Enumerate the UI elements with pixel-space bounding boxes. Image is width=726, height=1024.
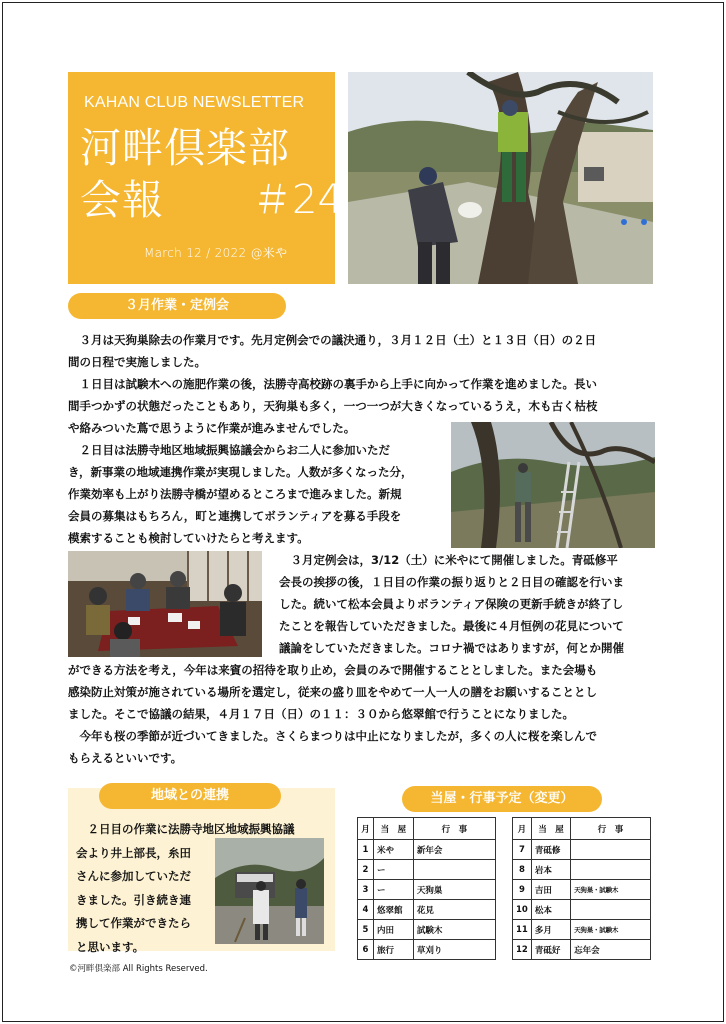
table-row [513, 880, 651, 900]
table-header-row [513, 818, 651, 840]
month-cell: 2 [358, 860, 374, 880]
ladder-tree-photo [451, 422, 655, 548]
newsletter-subtitle: KAHAN CLUB NEWSLETTER [84, 94, 305, 111]
newsletter-title-line2: 会報 [80, 176, 164, 224]
tree-work-photo [348, 72, 653, 284]
month-cell: 12 [513, 940, 532, 960]
host-cell: 多月 [531, 920, 570, 940]
event-cell: 忘年会 [571, 940, 651, 960]
local-line: ２日目の作業に法勝寺地区地域振興協議 [76, 822, 295, 836]
schedule-table-right [512, 817, 651, 960]
article-line: き，新事業の地域連携作業が実現しました。人数が多くなった分， [68, 465, 413, 479]
table-row [513, 940, 651, 960]
host-cell: 青砥好 [531, 940, 570, 960]
table-row [358, 860, 496, 880]
column-header-host: 当 屋 [373, 818, 413, 840]
month-cell: 8 [513, 860, 532, 880]
host-cell: 旅行 [373, 940, 413, 960]
event-cell: 天狗巣 [413, 880, 495, 900]
local-line: 携して作業ができたら [76, 916, 191, 930]
main-article-text-right [279, 549, 624, 659]
host-cell: 悠翠館 [373, 900, 413, 920]
month-cell: 6 [358, 940, 374, 960]
article-line: 間手つかずの状態だったこともあり，天狗巣も多く，一つ一つが大きくなっているうえ，木も古く枯枝 [68, 399, 598, 413]
event-cell: 天狗巣・試験木 [571, 880, 651, 900]
newsletter-title-line1: 河畔倶楽部 [80, 124, 290, 172]
table-row [358, 920, 496, 940]
issue-date: March 12 / 2022 @米や [144, 246, 288, 260]
month-cell: 7 [513, 840, 532, 860]
article-line: 今年も桜の季節が近づいてきました。さくらまつりは中止になりましたが，多くの人に桜を楽しんで [68, 729, 597, 743]
column-header-month: 月 [358, 818, 374, 840]
event-cell [571, 860, 651, 880]
event-cell [571, 840, 651, 860]
month-cell: 5 [358, 920, 374, 940]
article-line: 作業効率も上がり法勝寺橋が望めるところまで進みました。新規 [68, 487, 402, 501]
meeting-photo [68, 551, 262, 657]
event-cell [571, 900, 651, 920]
article-line: した。続いて松本会員よりボランティア保険の更新手続きが終了し [279, 597, 624, 611]
event-cell: 試験木 [413, 920, 495, 940]
masthead [68, 72, 343, 284]
roadside-work-photo [215, 838, 324, 944]
host-cell: 内田 [373, 920, 413, 940]
article-line: ました。そこで協議の結果，４月１７日（日）の１１：３０から悠翠館で行うことになりました。 [68, 707, 574, 721]
issue-number: ＃24 [252, 177, 343, 223]
month-cell: 3 [358, 880, 374, 900]
schedule-table-left [357, 817, 496, 960]
table-row [358, 940, 496, 960]
article-line: ができる方法を考え，今年は来賓の招待を取り止め，会員のみで開催することとしました。また会場も [68, 663, 598, 677]
event-cell: 新年会 [413, 840, 495, 860]
table-row [513, 840, 651, 860]
host-cell: ー [373, 880, 413, 900]
local-line: と思います。 [76, 939, 145, 954]
local-line: きました。引き続き連 [76, 892, 191, 907]
main-article-text-bottom [68, 659, 597, 769]
article-line: １日目は試験木への施肥作業の後，法勝寺高校跡の裏手から上手に向かって作業を進めました。長い [68, 377, 597, 391]
article-line: たことを報告していただきました。最後に４月恒例の花見について [279, 619, 624, 633]
article-line: ３月は天狗巣除去の作業月です。先月定例会での議決通り，３月１２日（土）と１３日（日）の２日 [68, 333, 597, 347]
month-cell: 1 [358, 840, 374, 860]
column-header-event: 行 事 [413, 818, 495, 840]
local-line: さんに参加していただ [76, 869, 191, 883]
month-cell: 4 [358, 900, 374, 920]
host-cell: 松本 [531, 900, 570, 920]
article-line: や絡みついた蔦で思うように作業が進みませんでした。 [68, 421, 356, 435]
article-line: 間の日程で実施しました。 [68, 355, 206, 369]
table-header-row [358, 818, 496, 840]
month-cell: 10 [513, 900, 532, 920]
host-cell: 吉田 [531, 880, 570, 900]
host-cell: 青砥修 [531, 840, 570, 860]
month-cell: 9 [513, 880, 532, 900]
section-heading-main: ３月作業・定例会 [68, 293, 286, 319]
article-line: 議論をしていただきました。コロナ禍ではありますが，何とか開催 [279, 641, 624, 655]
table-row [513, 860, 651, 880]
event-cell: 天狗巣・試験木 [571, 920, 651, 940]
column-header-event: 行 事 [571, 818, 651, 840]
local-line: 会より井上部長，糸田 [76, 845, 191, 860]
table-row [513, 900, 651, 920]
table-row [513, 920, 651, 940]
month-cell: 11 [513, 920, 532, 940]
column-header-month: 月 [513, 818, 532, 840]
article-line: ２日目は法勝寺地区地域振興協議会からお二人に参加いただ [68, 443, 390, 457]
article-line: ３月定例会は，3/12（土）に米やにて開催しました。青砥修平 [279, 553, 618, 567]
article-line: 模索することも検討していけたらと考えます。 [68, 531, 309, 545]
copyright-notice: ©河畔倶楽部 All Rights Reserved. [69, 964, 208, 974]
article-line: 感染防止対策が施されている場所を選定し，従来の盛り皿をやめて一人一人の膳をお願いすることとし [68, 685, 597, 699]
article-line: もらえるといいです。 [68, 751, 183, 765]
article-line: 会長の挨拶の後，１日目の作業の振り返りと２日目の確認を行いま [279, 575, 624, 589]
host-cell: ー [373, 860, 413, 880]
section-heading-local: 地域との連携 [99, 783, 281, 809]
table-row [358, 880, 496, 900]
host-cell: 岩本 [531, 860, 570, 880]
event-cell: 花見 [413, 900, 495, 920]
article-line: 会員の募集はもちろん，町と連携してボランティアを募る手段を [68, 509, 402, 523]
table-row [358, 900, 496, 920]
column-header-host: 当 屋 [531, 818, 570, 840]
table-row [358, 840, 496, 860]
event-cell: 草刈り [413, 940, 495, 960]
section-heading-schedule: 当屋・行事予定（変更） [402, 786, 602, 812]
host-cell: 米や [373, 840, 413, 860]
event-cell [413, 860, 495, 880]
